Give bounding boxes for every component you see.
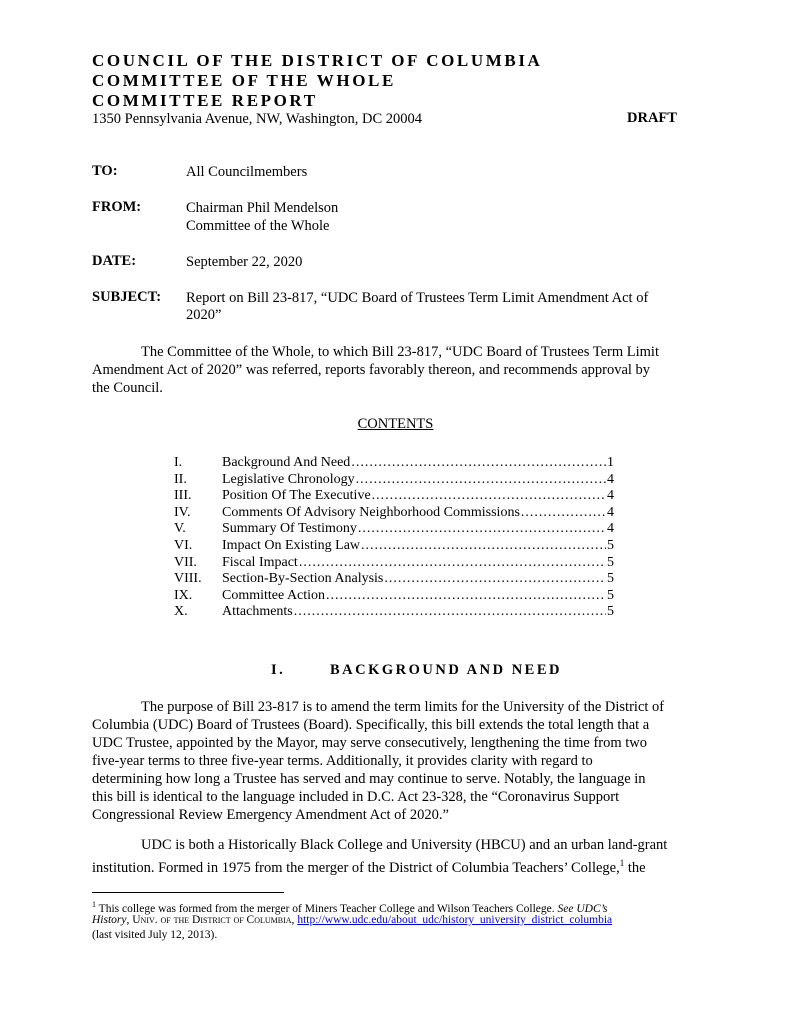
toc-item-page: 1 [607, 455, 614, 470]
toc-item[interactable] [174, 570, 614, 587]
toc-item-page: 5 [607, 554, 614, 570]
toc-leader-dots [360, 537, 606, 554]
toc-leader-dots [371, 487, 606, 504]
from-value-name: Chairman Phil Mendelson [186, 200, 339, 216]
toc-item-number: III. [174, 488, 192, 504]
toc-leader-dots [293, 603, 606, 620]
committee-heading: COMMITTEE OF THE WHOLE [92, 71, 396, 90]
toc-item-number: VIII. [174, 571, 202, 587]
toc-item[interactable] [174, 504, 614, 521]
toc-item-title: Attachments [222, 604, 293, 620]
toc-item-title: Background And Need [222, 455, 351, 470]
footnote-italic-1: See UDC’s [557, 902, 608, 915]
toc-item[interactable] [174, 537, 614, 554]
subject-value-line2: 2020” [186, 307, 222, 323]
toc-item-page: 5 [607, 571, 614, 587]
toc-leader-dots [383, 570, 606, 587]
toc-item-number: II. [174, 471, 187, 487]
contents-heading: CONTENTS [357, 416, 434, 432]
toc-item[interactable] [174, 454, 614, 471]
toc-item[interactable] [174, 487, 614, 504]
footnote-line-2 [92, 913, 702, 927]
paragraph-2-text: institution. Formed in 1975 from the merger of the District of Columbia Teachers’ College, [92, 859, 620, 876]
footnote-text-1: This college was formed from the merger of Miners Teacher College and Wilson Teachers College. [96, 902, 558, 915]
footnote-italic-2: History [92, 914, 127, 926]
toc-item-title: Legislative Chronology [222, 471, 355, 487]
toc-item-number: VII. [174, 554, 197, 570]
toc-item-number: V. [174, 521, 186, 537]
toc-item[interactable] [174, 471, 614, 488]
toc-item-number: X. [174, 604, 188, 620]
toc-leader-dots [325, 587, 606, 604]
toc-item-title: Section-By-Section Analysis [222, 571, 384, 587]
draft-label: DRAFT [627, 110, 677, 126]
toc-item-page: 4 [607, 488, 614, 504]
toc-leader-dots [520, 504, 606, 521]
toc-item-title: Position Of The Executive [222, 488, 371, 504]
toc-item-number: VI. [174, 538, 193, 553]
footnote-number: 1 [92, 900, 96, 909]
toc-item-page: 4 [607, 504, 614, 520]
paragraph-2-tail: the [624, 859, 646, 876]
toc-item-page: 5 [607, 587, 614, 603]
date-label: DATE: [92, 253, 137, 269]
toc-item-number: IX. [174, 587, 193, 603]
intro-line-3: the Council. [92, 380, 163, 396]
toc-leader-dots [350, 454, 606, 471]
toc-item-page: 5 [607, 604, 614, 620]
paragraph-2-line-2 [92, 854, 646, 877]
toc-item[interactable] [174, 603, 614, 620]
footnote-reference[interactable]: 1 [619, 858, 625, 868]
toc-item-title: Committee Action [222, 587, 326, 603]
toc-leader-dots [298, 554, 606, 571]
from-value-committee: Committee of the Whole [186, 218, 330, 234]
report-heading: COMMITTEE REPORT [92, 91, 318, 110]
to-label: TO: [92, 163, 118, 179]
paragraph-1-line: Congressional Review Emergency Amendment Act of 2020.” [92, 807, 449, 823]
toc-item-title: Fiscal Impact [222, 554, 298, 570]
paragraph-1-line: determining how long a Trustee has served and may continue to serve. Notably, the language in [92, 771, 646, 787]
toc-item-title: Impact On Existing Law [222, 538, 361, 553]
toc-leader-dots [355, 471, 606, 488]
toc-item-number: IV. [174, 504, 191, 520]
toc-leader-dots [357, 520, 606, 537]
toc-item-number: I. [174, 455, 183, 470]
council-heading: COUNCIL OF THE DISTRICT OF COLUMBIA [92, 51, 543, 70]
toc-item-page: 4 [607, 471, 614, 487]
intro-line-1: The Committee of the Whole, to which Bill 23-817, “UDC Board of Trustees Term Limit [141, 344, 659, 360]
paragraph-1-line: The purpose of Bill 23-817 is to amend the term limits for the University of the District of [141, 699, 665, 715]
toc-item-title: Comments Of Advisory Neighborhood Commissions [222, 504, 520, 520]
toc-item[interactable] [174, 554, 614, 571]
paragraph-2-line-1: UDC is both a Historically Black College and University (HBCU) and an urban land-grant [141, 837, 668, 853]
date-value: September 22, 2020 [186, 254, 303, 270]
footnote-divider [92, 892, 284, 893]
footnote-source: , Univ. of the District of Columbia, [126, 914, 298, 926]
toc-item[interactable] [174, 587, 614, 604]
paragraph-1-line: Columbia (UDC) Board of Trustees (Board). Specifically, this bill extends the total length that a [92, 717, 650, 733]
footnote-line-3: (last visited July 12, 2013). [92, 929, 218, 941]
toc-item-page: 4 [607, 521, 614, 537]
section-title: BACKGROUND AND NEED [330, 662, 562, 678]
toc-item[interactable] [174, 520, 614, 537]
footnote-link[interactable]: http://www.udc.edu/about_udc/history_university_district_columbia [297, 914, 613, 926]
paragraph-1-line: this bill is identical to the language included in D.C. Act 23-328, the “Coronavirus Support [92, 789, 620, 805]
address: 1350 Pennsylvania Avenue, NW, Washington, DC 20004 [92, 111, 423, 127]
to-value: All Councilmembers [186, 164, 308, 180]
subject-value-line1: Report on Bill 23-817, “UDC Board of Trustees Term Limit Amendment Act of [186, 290, 649, 306]
paragraph-1-line: UDC Trustee, appointed by the Mayor, may serve consecutively, lengthening the time from two [92, 735, 648, 751]
toc-item-page: 5 [607, 538, 614, 553]
intro-line-2: Amendment Act of 2020” was referred, reports favorably thereon, and recommends approval by [92, 362, 651, 378]
from-label: FROM: [92, 199, 142, 215]
subject-label: SUBJECT: [92, 289, 162, 305]
section-number: I. [271, 662, 286, 678]
paragraph-1-line: five-year terms to three five-year terms. Additionally, it provides clarity with regard to [92, 753, 593, 769]
contents-heading-wrap [0, 415, 791, 433]
toc-item-title: Summary Of Testimony [222, 521, 357, 537]
